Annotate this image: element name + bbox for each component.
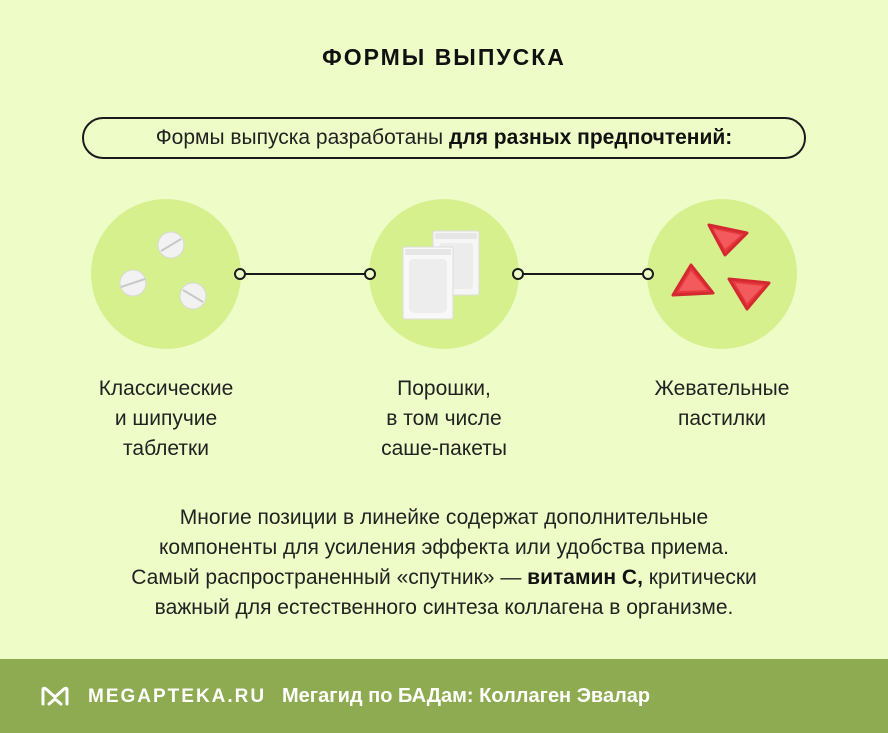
connector-line [240, 273, 370, 275]
chewable-pastilles-icon [647, 199, 797, 349]
pastilles-circle [647, 199, 797, 349]
description-paragraph [30, 503, 858, 623]
footer [0, 659, 888, 733]
description-line: важный для естественного синтеза коллагена в организме. [154, 596, 734, 619]
connector-1 [234, 268, 376, 280]
site-link[interactable]: MEGAPTEKA.RU [88, 686, 267, 707]
tablets-circle [91, 199, 241, 349]
sachets-label [334, 374, 554, 464]
description-text: критически [648, 566, 757, 589]
intro-banner [82, 117, 806, 159]
connector-dot [234, 268, 246, 280]
description-text: Самый распространенный «спутник» — [131, 566, 522, 589]
description-line [30, 563, 858, 593]
pastilles-label [612, 374, 832, 434]
connector-line [518, 273, 648, 275]
intro-bold-text: для разных предпочтений: [449, 126, 733, 149]
sachets-icon [369, 199, 519, 349]
connector-dot [642, 268, 654, 280]
sachets-circle [369, 199, 519, 349]
label-line: Порошки, [397, 377, 491, 400]
label-line: саше-пакеты [381, 437, 507, 460]
connector-dot [364, 268, 376, 280]
page-title: ФОРМЫ ВЫПУСКА [322, 44, 566, 70]
megapteka-logo-icon[interactable] [40, 685, 70, 707]
connector-2 [512, 268, 654, 280]
description-line: компоненты для усиления эффекта или удобства приема. [159, 536, 729, 559]
tablets-label [56, 374, 276, 464]
label-line: в том числе [386, 407, 502, 430]
guide-title: Мегагид по БАДам: Коллаген Эвалар [282, 685, 651, 707]
description-line: Многие позиции в линейке содержат дополнительные [179, 506, 709, 529]
intro-text: Формы выпуска разработаны [155, 126, 444, 149]
tablets-icon [91, 199, 241, 349]
label-line: и шипучие [114, 407, 218, 430]
label-line: таблетки [123, 437, 209, 460]
label-line: Жевательные [654, 377, 790, 400]
vitamin-c-highlight: витамин С, [527, 566, 643, 589]
label-line: Классические [98, 377, 234, 400]
label-line: пастилки [677, 407, 767, 430]
connector-dot [512, 268, 524, 280]
